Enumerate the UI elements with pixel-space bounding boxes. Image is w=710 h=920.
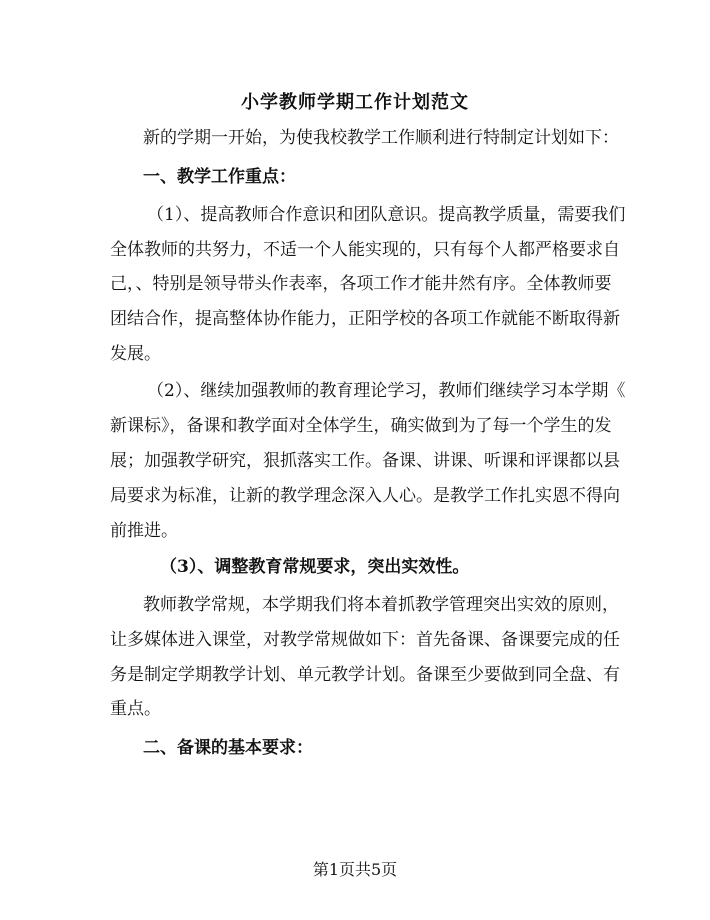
page-indicator: 第1页共5页	[312, 860, 398, 879]
paragraph-2-line-2: 新课标》，备课和教学面对全体学生，确实做到为了每一个学生的发	[110, 416, 612, 436]
intro-paragraph: 新的学期一开始，为使我校教学工作顺利进行特制定计划如下：	[143, 128, 619, 148]
paragraph-3-heading: （3）、调整教育常规要求，突出实效性。	[160, 557, 470, 577]
paragraph-2-line-4: 局要求为标准，让新的教学理念深入人心。是教学工作扎实恩不得向	[110, 486, 620, 506]
paragraph-3-line-1: 教师教学常规，本学期我们将本着抓教学管理突出实效的原则，	[143, 595, 619, 615]
section-1-heading: 一、教学工作重点：	[143, 167, 296, 187]
document-title: 小学教师学期工作计划范文	[241, 92, 469, 113]
paragraph-1-line-4: 团结合作，提高整体协作能力，正阳学校的各项工作就能不断取得新	[110, 309, 620, 329]
paragraph-1-line-1: （1）、提高教师合作意识和团队意识。提高教学质量，需要我们	[147, 205, 626, 225]
paragraph-1-line-2: 全体教师的共努力，不适一个人能实现的，只有每个人都严格要求自	[110, 240, 620, 260]
paragraph-3-line-3: 务是制定学期教学计划、单元教学计划。备课至少要做到同全盘、有	[110, 665, 620, 685]
section-2-heading: 二、备课的基本要求：	[143, 738, 313, 758]
paragraph-2-line-3: 展；加强教学研究，狠抓落实工作。备课、讲课、听课和评课都以县	[110, 451, 620, 471]
paragraph-1-line-5: 发展。	[110, 344, 161, 364]
paragraph-2-line-1: （2）、继续加强教师的教育理论学习，教师们继续学习本学期《	[147, 381, 626, 401]
paragraph-1-line-3: 己，、特别是领导带头作表率，各项工作才能井然有序。全体教师要	[110, 274, 612, 294]
paragraph-2-line-5: 前推进。	[110, 521, 178, 541]
paragraph-3-line-2: 让多媒体进入课堂，对教学常规做如下：首先备课、备课要完成的任	[110, 630, 620, 650]
paragraph-3-line-4: 重点。	[110, 699, 161, 719]
